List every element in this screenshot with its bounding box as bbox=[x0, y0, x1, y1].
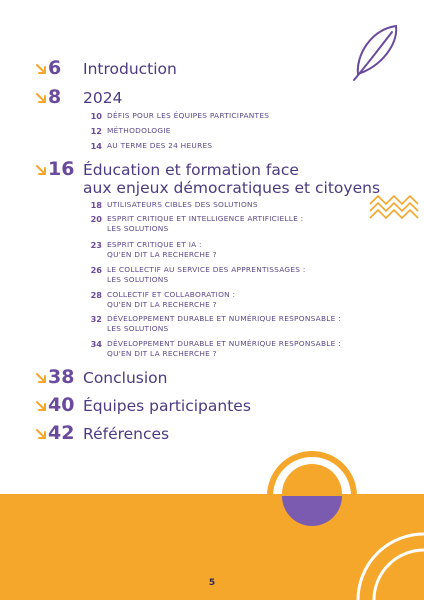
toc-subentry-title: DÉVELOPPEMENT DURABLE ET NUMÉRIQUE RESPONSABLE : bbox=[107, 314, 341, 323]
toc-subentry-title: DÉVELOPPEMENT DURABLE ET NUMÉRIQUE RESPONSABLE : bbox=[107, 339, 341, 348]
toc-subentry-title: UTILISATEURS CIBLES DES SOLUTIONS bbox=[107, 200, 258, 209]
toc-subentry-title: LE COLLECTIF AU SERVICE DES APPRENTISSAGES : bbox=[107, 265, 306, 274]
toc-subentry-title-continued: LES SOLUTIONS bbox=[107, 324, 169, 333]
leaf-outline-decoration bbox=[352, 22, 404, 82]
toc-entry-page: 16 bbox=[48, 158, 75, 180]
toc-subentry-title-continued: QU'EN DIT LA RECHERCHE ? bbox=[107, 349, 217, 358]
toc-subentry-title: MÉTHODOLOGIE bbox=[107, 126, 171, 135]
toc-subentry-page: 32 bbox=[90, 314, 102, 324]
toc-subentry-page: 34 bbox=[90, 339, 102, 349]
toc-entry-title: 2024 bbox=[83, 89, 123, 107]
toc-entry-title: Équipes participantes bbox=[83, 397, 251, 415]
toc-subentry-page: 28 bbox=[90, 290, 102, 300]
toc-subentry bbox=[85, 126, 171, 136]
arrow-down-right-icon bbox=[35, 400, 48, 413]
toc-subentry-title-continued: QU'EN DIT LA RECHERCHE ? bbox=[107, 250, 217, 259]
toc-subentry-title-continued: QU'EN DIT LA RECHERCHE ? bbox=[107, 300, 217, 309]
toc-subentry-page: 23 bbox=[90, 240, 102, 250]
toc-subentry-title: ESPRIT CRITIQUE ET IA : bbox=[107, 240, 202, 249]
toc-subentry-page: 14 bbox=[90, 141, 102, 151]
toc-subentry bbox=[85, 141, 212, 151]
toc-subentry-title-continued: LES SOLUTIONS bbox=[107, 275, 169, 284]
toc-entry-page: 42 bbox=[48, 422, 75, 444]
toc-subentry-page: 12 bbox=[90, 126, 102, 136]
toc-subentry-page: 18 bbox=[90, 200, 102, 210]
toc-subentry bbox=[85, 200, 258, 210]
toc-subentry bbox=[85, 265, 306, 285]
toc-entry-title: Conclusion bbox=[83, 369, 168, 387]
toc-entry-title: Éducation et formation face bbox=[83, 161, 299, 179]
arrow-down-right-icon bbox=[35, 164, 48, 177]
toc-subentry bbox=[85, 339, 341, 359]
toc-subentry-page: 10 bbox=[90, 111, 102, 121]
toc-subentry bbox=[85, 290, 235, 310]
toc-subentry-title: COLLECTIF ET COLLABORATION : bbox=[107, 290, 236, 299]
arrow-down-right-icon bbox=[35, 428, 48, 441]
toc-entry-title: Introduction bbox=[83, 60, 177, 78]
toc-entry-page: 38 bbox=[48, 366, 75, 388]
toc-subentry bbox=[85, 111, 269, 121]
toc-entry-page: 40 bbox=[48, 394, 75, 416]
toc-subentry bbox=[85, 314, 341, 334]
toc-subentry-title: DÉFIS POUR LES ÉQUIPES PARTICIPANTES bbox=[107, 111, 270, 120]
toc-subentry bbox=[85, 214, 303, 234]
toc-subentry-title: ESPRIT CRITIQUE ET INTELLIGENCE ARTIFICIELLE : bbox=[107, 214, 304, 223]
toc-entry-page: 6 bbox=[48, 57, 62, 79]
toc-subentry-page: 20 bbox=[90, 214, 102, 224]
arrow-down-right-icon bbox=[35, 63, 48, 76]
toc-subentry-title-continued: LES SOLUTIONS bbox=[107, 224, 169, 233]
zigzag-decoration bbox=[370, 194, 420, 222]
arrow-down-right-icon bbox=[35, 372, 48, 385]
toc-entry-page: 8 bbox=[48, 86, 62, 108]
toc-subentry-title: AU TERME DES 24 HEURES bbox=[107, 141, 213, 150]
toc-subentry-page: 26 bbox=[90, 265, 102, 275]
toc-entry-title: Références bbox=[83, 425, 170, 443]
page-number: 5 bbox=[208, 578, 216, 588]
arrow-down-right-icon bbox=[35, 92, 48, 105]
toc-subentry bbox=[85, 240, 217, 260]
toc-entry-title-continued: aux enjeux démocratiques et citoyens bbox=[83, 179, 381, 197]
